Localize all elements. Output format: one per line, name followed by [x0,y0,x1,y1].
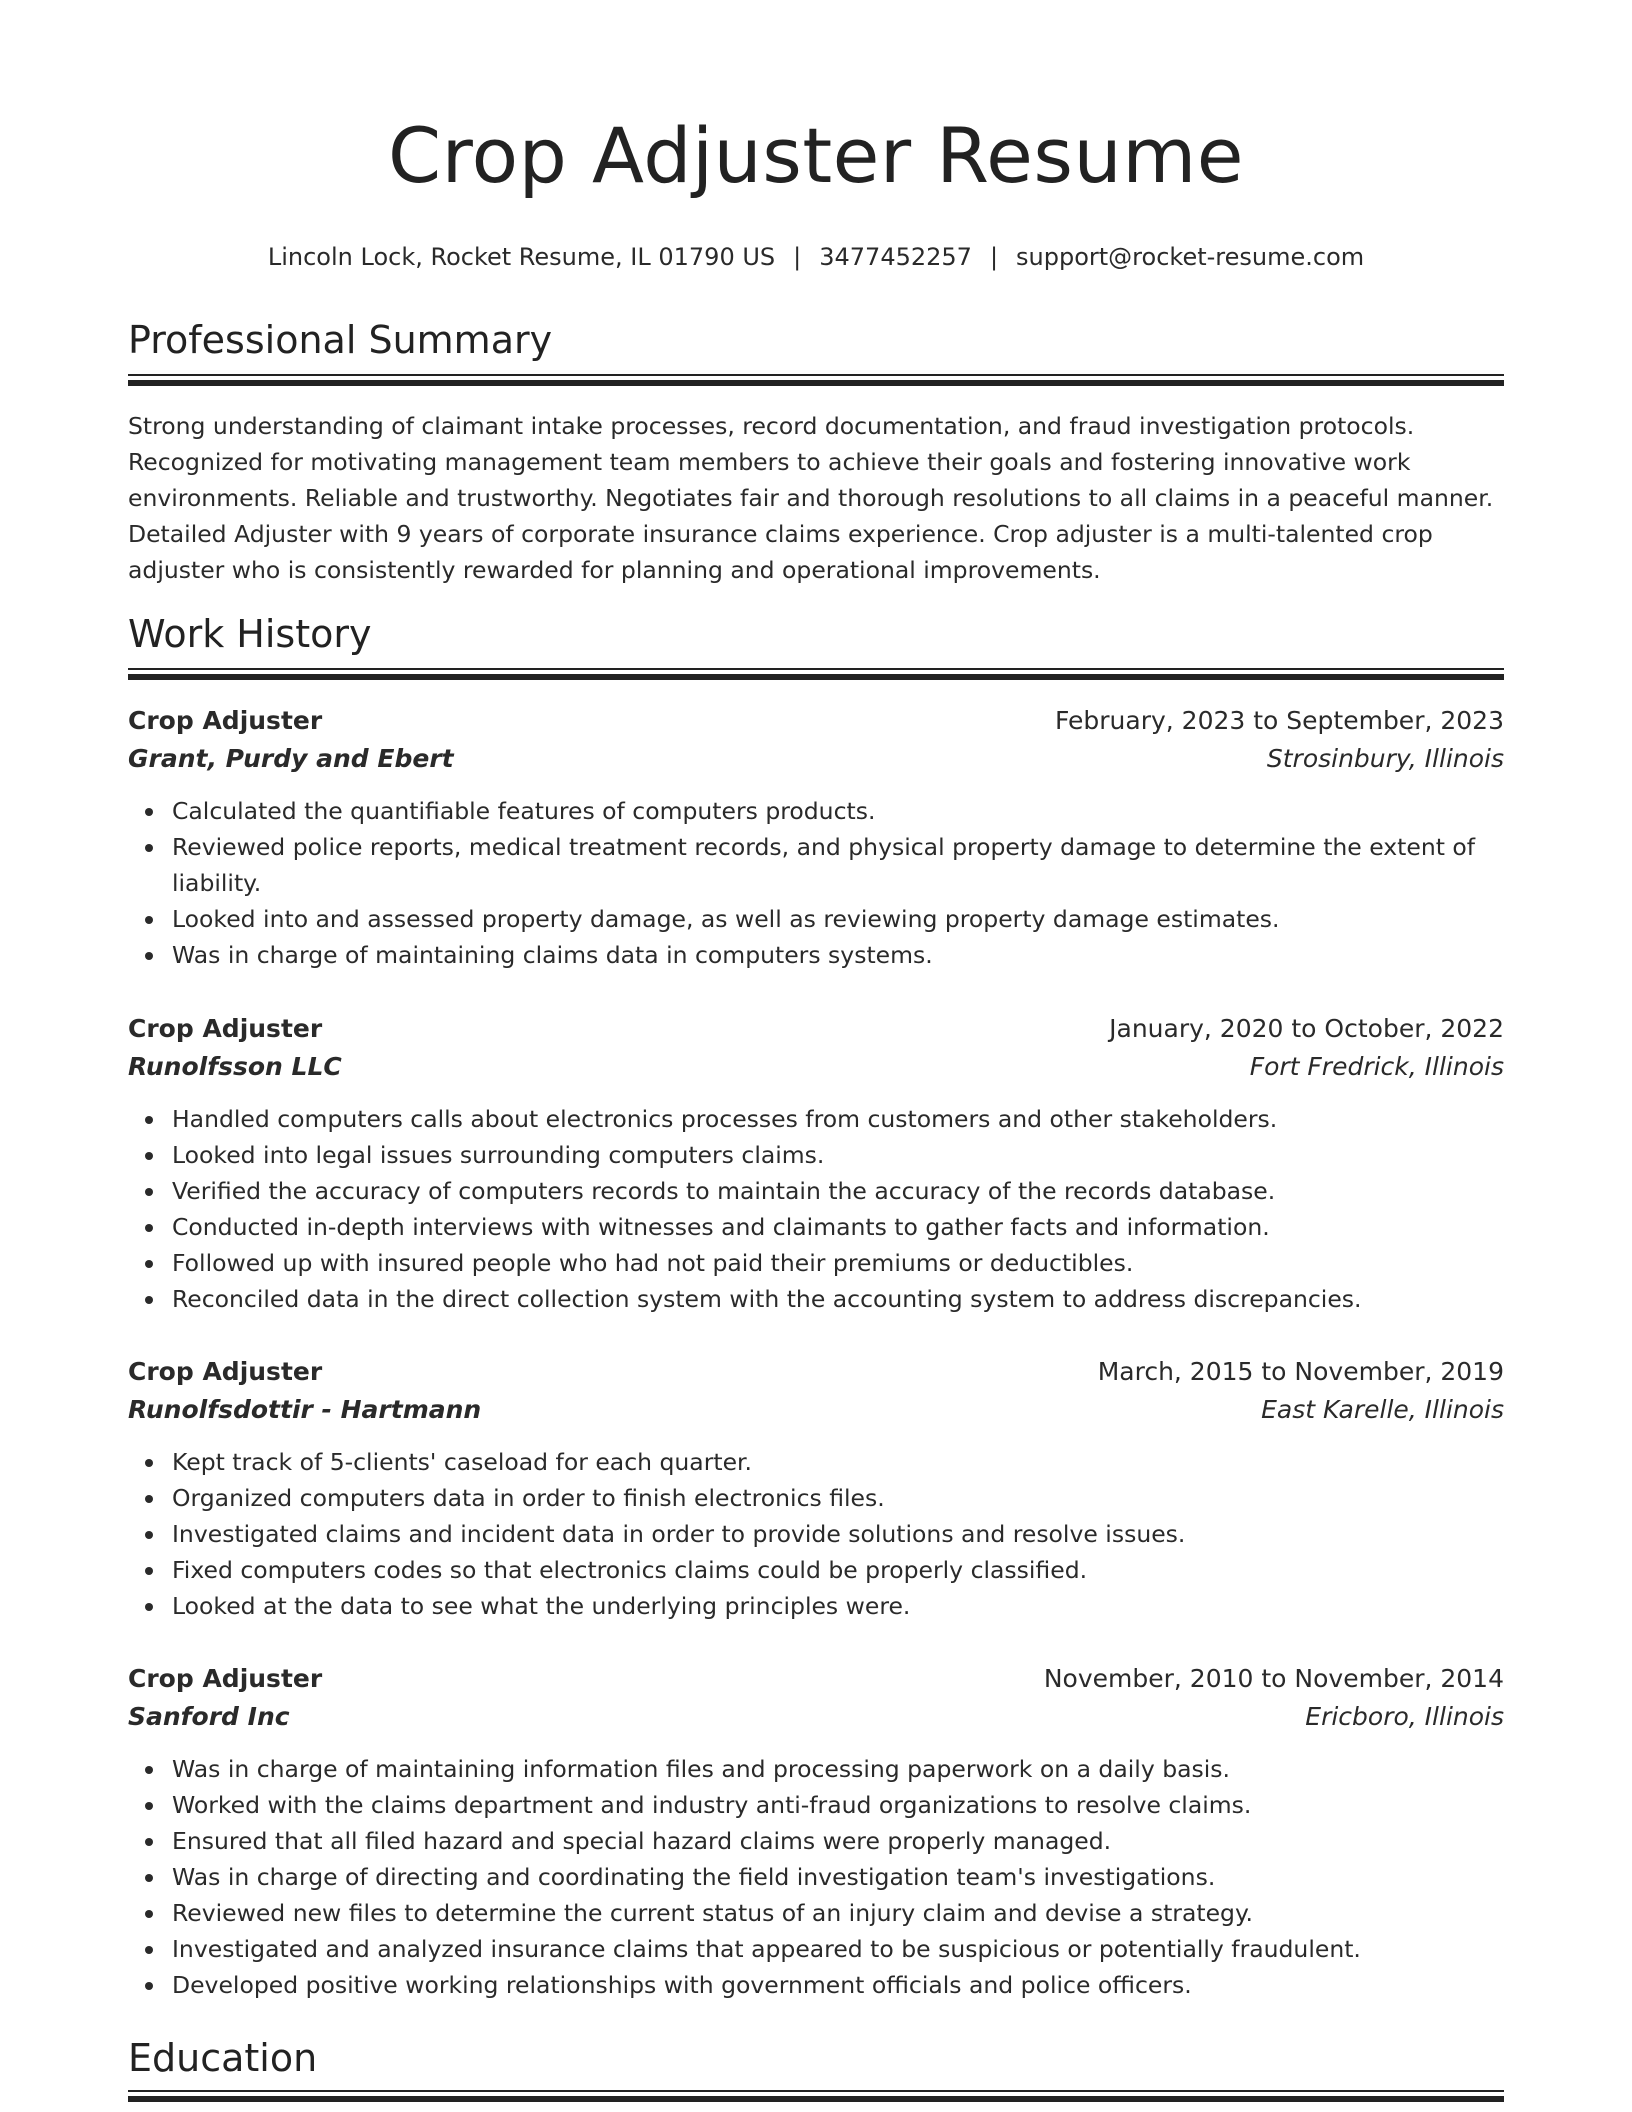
section-divider [128,2090,1504,2100]
resume-title: Crop Adjuster Resume [388,111,1244,200]
job-bullet: Kept track of 5-clients' caseload for each quarter. [172,1444,1504,1480]
job-bullet: Organized computers data in order to finish electronics files. [172,1480,1504,1516]
section-divider [128,374,1504,384]
job-dates: January, 2020 to October, 2022 [1109,1014,1504,1043]
job-bullet: Worked with the claims department and industry anti-fraud organizations to resolve claims. [172,1787,1504,1823]
divider-thin-line [128,374,1504,376]
job-company-row [128,1698,1504,1736]
professional-summary-heading: Professional Summary [128,318,553,362]
job-dates: November, 2010 to November, 2014 [1043,1664,1504,1693]
job-bullet: Reviewed new files to determine the current status of an injury claim and devise a strategy. [172,1895,1504,1931]
job-bullet: Investigated and analyzed insurance claims that appeared to be suspicious or potentially fraudulent. [172,1931,1504,1967]
job-bullet: Investigated claims and incident data in order to provide solutions and resolve issues. [172,1516,1504,1552]
summary-text: Strong understanding of claimant intake processes, record documentation, and fraud investigation protocols. Recognized for motivating management team members to achieve their goals and fostering innovative work environments. Reliable and trustworthy. Negotiates fair and thorough resolutions to all claims in a peaceful manner. Detailed Adjuster with 9 years of corporate insurance claims experience. Crop adjuster is a multi-talented crop adjuster who is consistently rewarded for planning and operational improvements. [128,412,1494,584]
section-divider [128,668,1504,678]
job-company-row [128,740,1504,778]
job-company-row [128,1391,1504,1429]
job-location: East Karelle, Illinois [1261,1395,1504,1424]
divider-thin-line [128,2090,1504,2092]
job-header-row [128,702,1504,740]
job-bullet: Looked into and assessed property damage, as well as reviewing property damage estimates. [172,901,1504,937]
job-bullet: Developed positive working relationships with government officials and police officers. [172,1967,1504,2003]
job-company: Sanford Inc [128,1702,290,1731]
job-entry [128,1010,1504,1317]
contact-email: support@rocket-resume.com [1016,243,1365,271]
job-bullet: Ensured that all filed hazard and special hazard claims were properly managed. [172,1823,1504,1859]
job-bullet: Verified the accuracy of computers records to maintain the accuracy of the records database. [172,1173,1504,1209]
job-dates: March, 2015 to November, 2019 [1097,1357,1504,1386]
job-entry [128,1660,1504,2003]
job-title: Crop Adjuster [128,706,323,735]
job-company: Grant, Purdy and Ebert [128,744,454,773]
job-header-row [128,1353,1504,1391]
job-bullet: Looked into legal issues surrounding computers claims. [172,1137,1504,1173]
job-bullet: Was in charge of maintaining information files and processing paperwork on a daily basis. [172,1751,1504,1787]
job-location: Ericboro, Illinois [1305,1702,1504,1731]
contact-line [128,242,1504,272]
job-bullet: Was in charge of maintaining claims data in computers systems. [172,937,1504,973]
job-location: Strosinbury, Illinois [1266,744,1504,773]
job-header-row [128,1660,1504,1698]
divider-thick-line [128,380,1504,386]
job-bullet-list [128,793,1504,973]
job-bullet: Calculated the quantifiable features of computers products. [172,793,1504,829]
job-bullet: Conducted in-depth interviews with witnesses and claimants to gather facts and information. [172,1209,1504,1245]
job-title: Crop Adjuster [128,1357,323,1386]
job-header-row [128,1010,1504,1048]
job-bullet: Reconciled data in the direct collection system with the accounting system to address discrepancies. [172,1281,1504,1317]
job-title: Crop Adjuster [128,1014,323,1043]
contact-separator: | [793,243,802,271]
job-company: Runolfsson LLC [128,1052,342,1081]
job-entry [128,702,1504,973]
job-bullet: Followed up with insured people who had not paid their premiums or deductibles. [172,1245,1504,1281]
divider-thin-line [128,668,1504,670]
job-title: Crop Adjuster [128,1664,323,1693]
divider-thick-line [128,2096,1504,2102]
contact-separator: | [989,243,999,271]
job-company: Runolfsdottir - Hartmann [128,1395,482,1424]
job-bullet: Fixed computers codes so that electronics claims could be properly classified. [172,1552,1504,1588]
job-location: Fort Fredrick, Illinois [1249,1052,1504,1081]
contact-address: Lincoln Lock, Rocket Resume, IL 01790 US [267,243,776,271]
job-bullet-list [128,1444,1504,1624]
work-history-heading: Work History [128,612,372,656]
job-bullet-list [128,1101,1504,1317]
job-bullet-list [128,1751,1504,2003]
job-company-row [128,1048,1504,1086]
education-heading: Education [128,2036,318,2080]
job-bullet: Looked at the data to see what the underlying principles were. [172,1588,1504,1624]
job-bullet: Handled computers calls about electronics processes from customers and other stakeholders. [172,1101,1504,1137]
contact-phone: 3477452257 [819,243,972,271]
job-bullet: Reviewed police reports, medical treatment records, and physical property damage to determine the extent of liability. [172,829,1504,901]
job-entry [128,1353,1504,1624]
job-bullet: Was in charge of directing and coordinating the field investigation team's investigations. [172,1859,1504,1895]
divider-thick-line [128,674,1504,680]
job-dates: February, 2023 to September, 2023 [1055,706,1504,735]
